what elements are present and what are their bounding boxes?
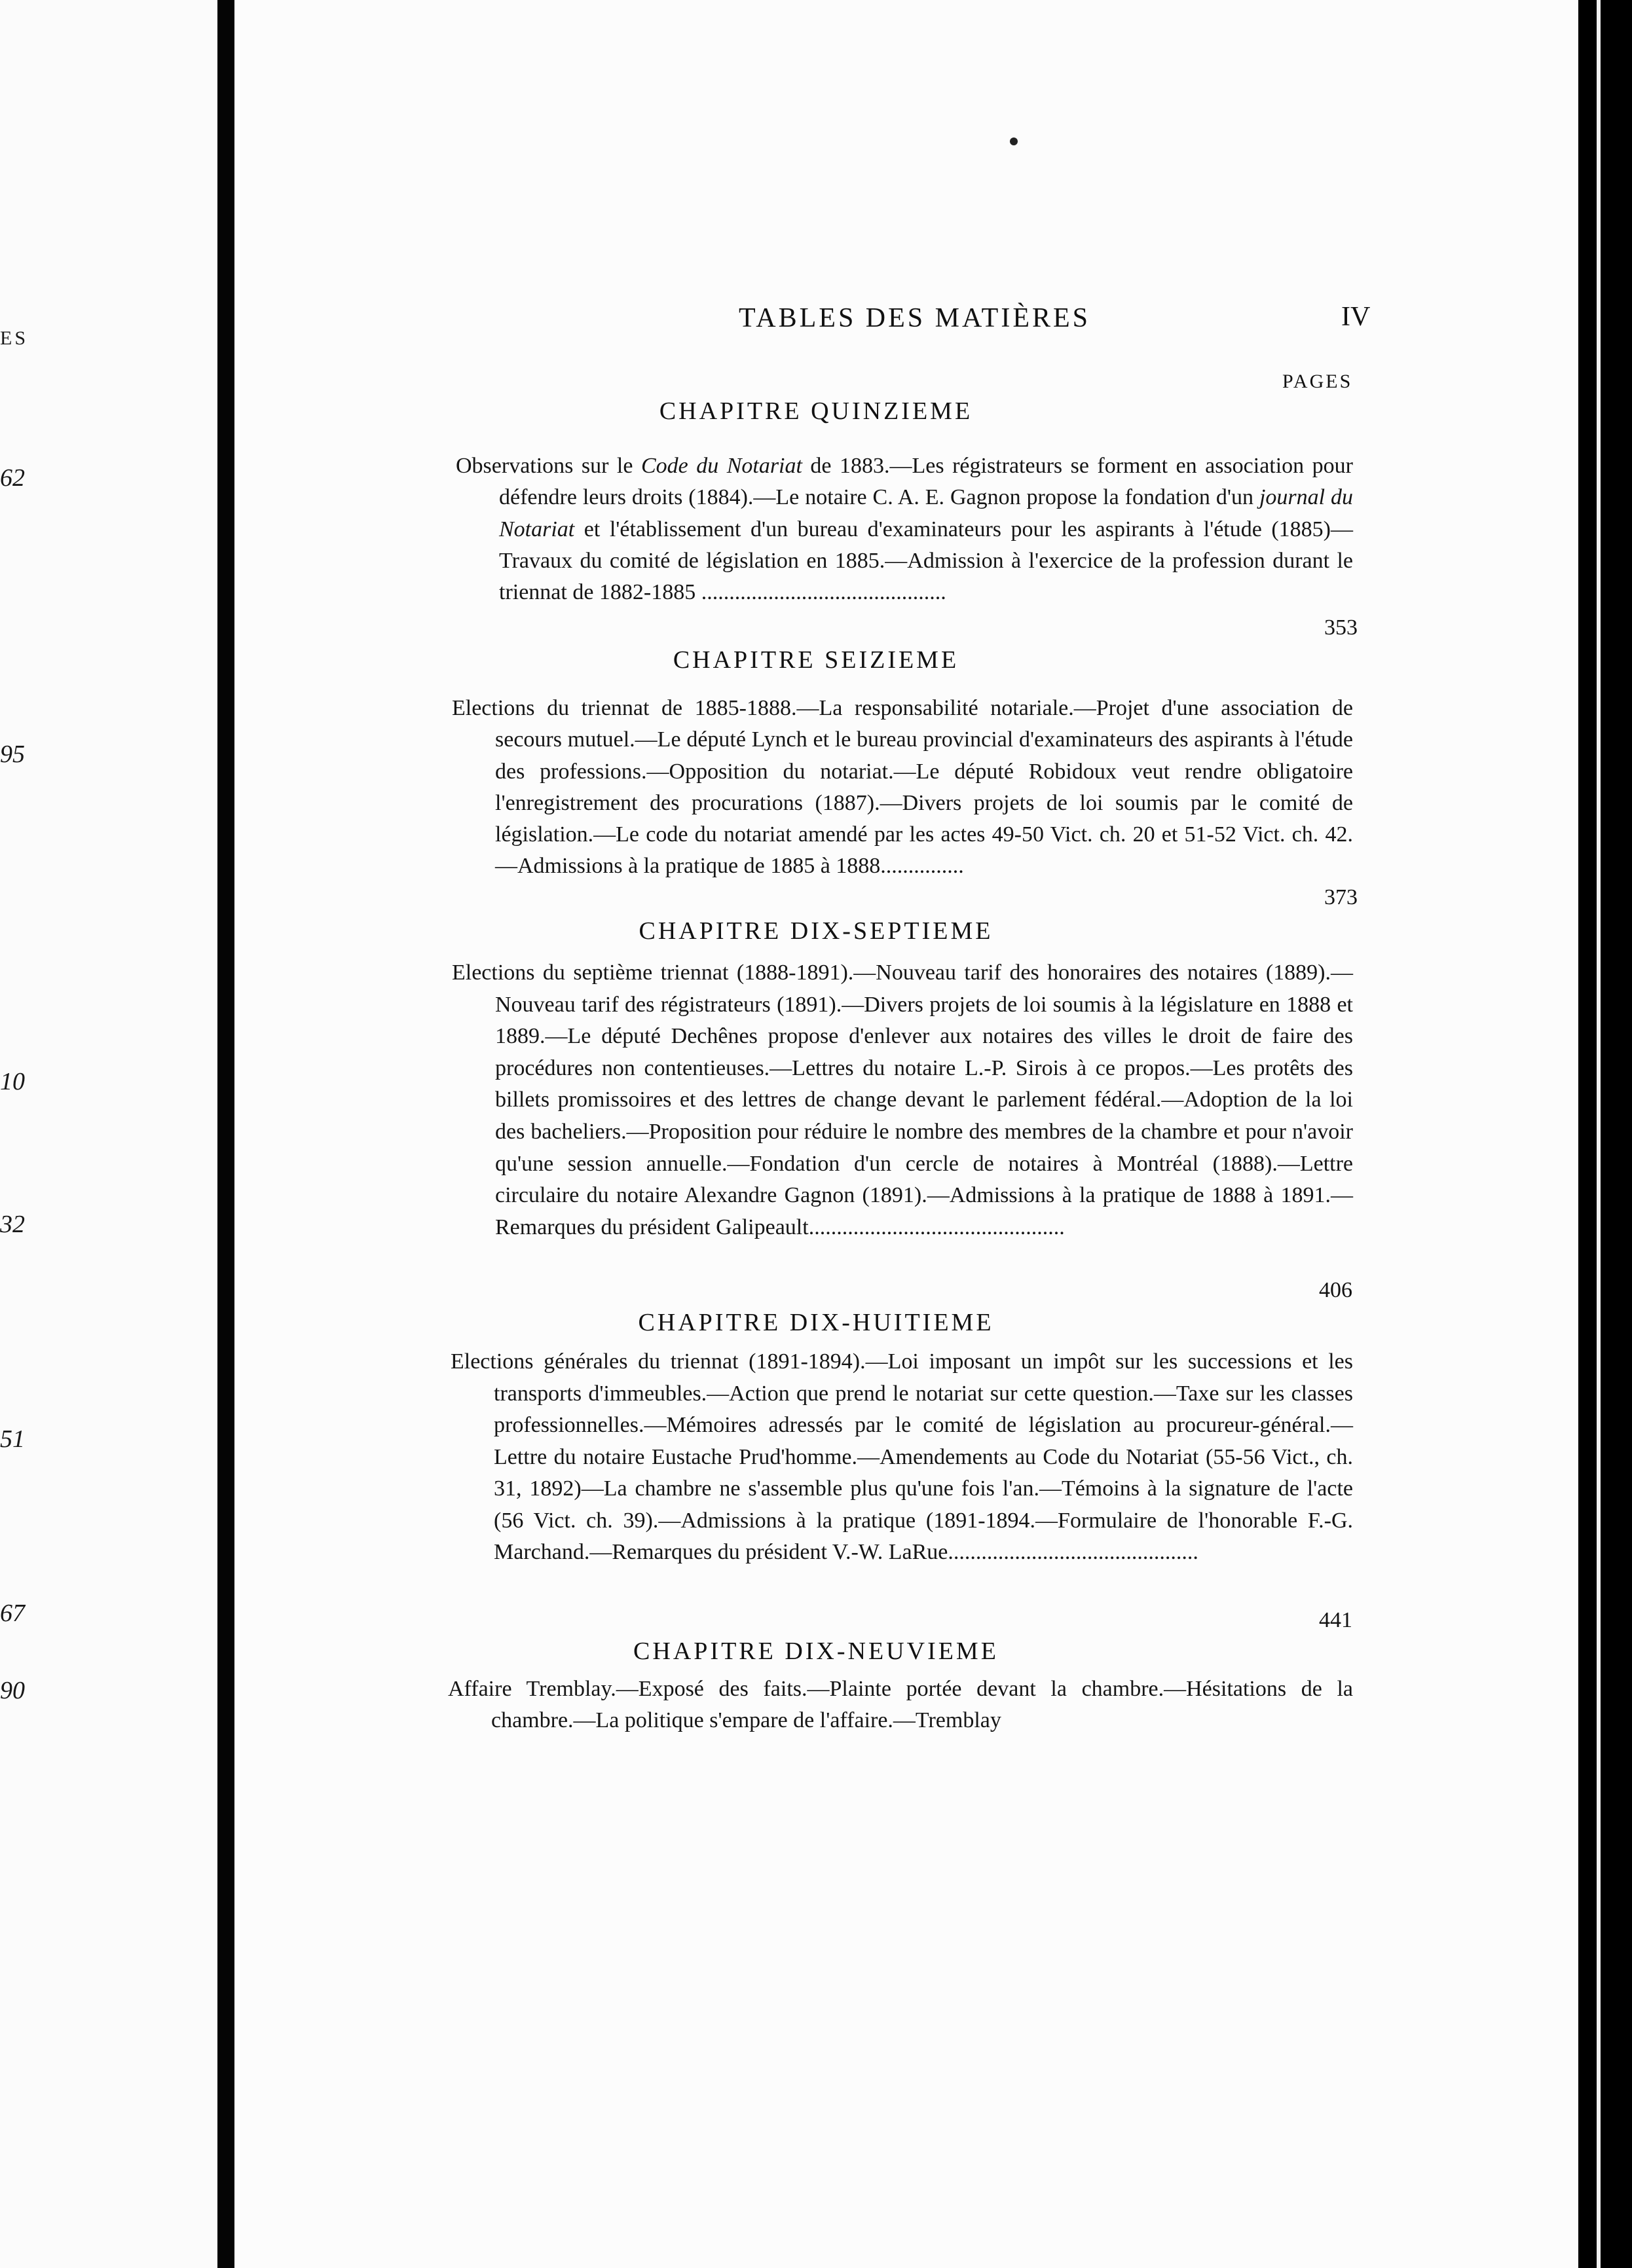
chapter-summary: Elections du triennat de 1885-1888.—La responsabilité notariale.—Projet d'une association de secours mutuel.—Le député Lynch et le bureau provincial d'examinateurs des aspirants à l'étude des professions.—Opposition du notariat.—Le député Robidoux veut rendre obligatoire l'enregistrement des procurations (1887).—Divers projets de loi soumis par le comité de législation.—Le code du notariat amendé par les actes 49-50 Vict. ch. 20 et 51-52 Vict. ch. 42.—Admissions à la pratique de 1885 à 1888...............: [452, 696, 1353, 879]
summary-text: et l'établissement d'un bureau d'examinateurs pour les aspirants à l'étude (1885)—Travaux du comité de législation en 1885.—Admission à l'exercice de la profession durant le triennat de 1882-1885 ............................................: [499, 517, 1353, 605]
left-page-number: 32: [0, 1211, 25, 1238]
book-gutter: [217, 0, 234, 2268]
chapter-title: CHAPITRE DIX-SEPTIEME: [639, 917, 993, 945]
summary-text: Observations sur le: [456, 454, 641, 478]
page-edge-line: [1597, 0, 1601, 2268]
summary-italic: journal du Notariat: [499, 485, 1353, 541]
left-page-number: 90: [0, 1677, 25, 1704]
chapter-title: CHAPITRE QUINZIEME: [659, 397, 973, 425]
chapter-title: CHAPITRE DIX-HUITIEME: [638, 1309, 994, 1336]
page-reference: 406: [1319, 1278, 1352, 1302]
left-page-number: 51: [0, 1425, 25, 1453]
chapter-title: CHAPITRE SEIZIEME: [673, 646, 959, 674]
left-page-number: 62: [0, 464, 25, 492]
page-reference: 353: [1324, 615, 1358, 640]
chapter-summary: Elections du septième triennat (1888-1891).—Nouveau tarif des honoraires des notaires (1889).—Nouveau tarif des régistrateurs (1891).—Divers projets de loi soumis à la législature en 1888 et 1889.—Le député Dechênes propose d'enlever aux notaires des villes le droit de faire des procédures non contentieuses.—Lettres du notaire L.-P. Sirois à ce propos.—Les protêts des billets promissoires et des lettres de change devant le parlement fédéral.—Adoption de la loi des bacheliers.—Proposition pour réduire le nombre des membres de la chambre et pour n'avoir qu'une session annuelle.—Fondation d'un cercle de notaires à Montréal (1888).—Lettre circulaire du notaire Alexandre Gagnon (1891).—Admissions à la pratique de 1888 à 1891.—Remarques du président Galipeault..............................................: [452, 960, 1353, 1239]
page-number: IV: [1341, 302, 1371, 332]
chapter-summary: Affaire Tremblay.—Exposé des faits.—Plainte portée devant la chambre.—Hésitations de la chambre.—La politique s'empare de l'affaire.—Tremblay: [448, 1677, 1353, 1733]
chapter-summary: [456, 450, 1353, 608]
scan-border: [1578, 0, 1632, 2268]
left-page-number: 95: [0, 741, 25, 768]
summary-text: de 1883.—Les régistrateurs se forment en association pour défendre leurs droits (1884).—Le notaire C. A. E. Gagnon propose la fondation d'un: [499, 454, 1353, 510]
facing-page-fragment: [0, 0, 217, 2268]
ink-spot: [1010, 137, 1018, 145]
running-head: TABLES DES MATIÈRES: [739, 303, 1090, 333]
chapter-summary: Elections générales du triennat (1891-1894).—Loi imposant un impôt sur les successions et les transports d'immeubles.—Action que prend le notariat sur cette question.—Taxe sur les classes professionnelles.—Mémoires adressés par le comité de législation au procureur-général.—Lettre du notaire Eustache Prud'homme.—Amendements au Code du Notariat (55-56 Vict., ch. 31, 1892)—La chambre ne s'assemble plus qu'une fois l'an.—Témoins à la signature de l'acte (56 Vict. ch. 39).—Admissions à la pratique (1891-1894.—Formulaire de l'honorable F.-G. Marchand.—Remarques du président V.-W. LaRue.............................................: [451, 1349, 1353, 1564]
pages-column-label: PAGES: [1282, 371, 1353, 392]
page-reference: 441: [1319, 1608, 1352, 1632]
chapter-title: CHAPITRE DIX-NEUVIEME: [633, 1637, 999, 1665]
left-page-number: 67: [0, 1600, 25, 1627]
left-page-number: 10: [0, 1068, 25, 1095]
page-reference: 373: [1324, 885, 1358, 909]
summary-italic: Code du Notariat: [640, 454, 802, 478]
left-header-fragment: ES: [0, 327, 29, 349]
